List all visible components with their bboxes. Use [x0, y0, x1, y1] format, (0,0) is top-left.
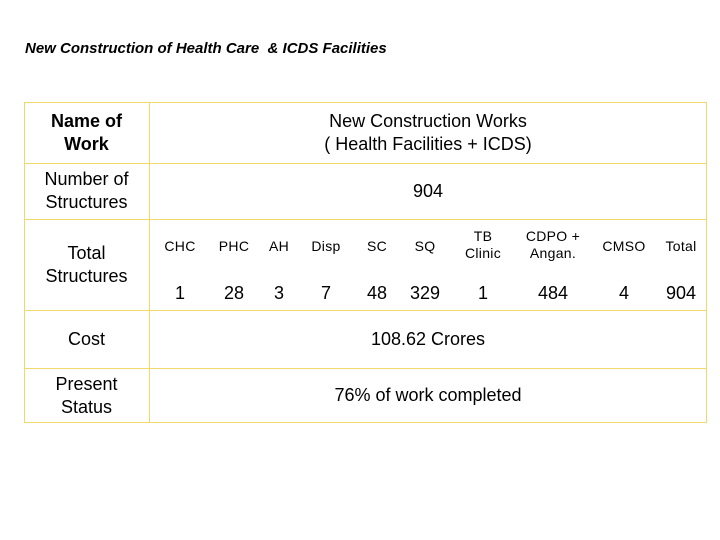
- col-value-disp: 7: [320, 283, 331, 303]
- col-value-ah: 3: [273, 283, 284, 303]
- cost-label: Cost: [67, 328, 105, 349]
- col-head-total: Total: [665, 237, 697, 254]
- col-head-disp: Disp: [311, 237, 341, 254]
- present-status-label: Present Status: [55, 373, 118, 417]
- col-value-sc: 48: [366, 283, 388, 303]
- col-value-phc: 28: [223, 283, 245, 303]
- col-head-tb-clinic: TB Clinic: [464, 228, 502, 261]
- col-head-ah: AH: [268, 237, 290, 254]
- col-head-cdpo-angan: CDPO + Angan.: [525, 228, 581, 261]
- number-of-structures-label: Number of Structures: [44, 169, 129, 212]
- cost-value: 108.62 Crores: [370, 328, 486, 349]
- slide-title: New Construction of Health Care & ICDS Facilities: [25, 40, 387, 57]
- col-value-cmso: 4: [618, 283, 629, 303]
- present-status-value: 76% of work completed: [334, 385, 522, 405]
- name-of-work-label: Name of Work: [50, 110, 122, 154]
- total-structures-label: Total Structures: [45, 242, 128, 286]
- col-head-sq: SQ: [414, 237, 436, 254]
- number-of-structures-value: 904: [412, 180, 444, 201]
- col-head-cmso: CMSO: [602, 237, 646, 254]
- col-head-phc: PHC: [218, 237, 250, 254]
- col-value-cdpo-angan: 484: [537, 283, 569, 303]
- col-head-sc: SC: [366, 237, 388, 254]
- name-of-work-value: New Construction Works ( Health Facilities + ICDS): [324, 110, 532, 154]
- col-value-total: 904: [665, 283, 697, 303]
- col-value-chc: 1: [174, 283, 185, 303]
- col-head-chc: CHC: [164, 237, 196, 254]
- col-value-sq: 329: [409, 283, 441, 303]
- col-value-tb-clinic: 1: [477, 283, 488, 303]
